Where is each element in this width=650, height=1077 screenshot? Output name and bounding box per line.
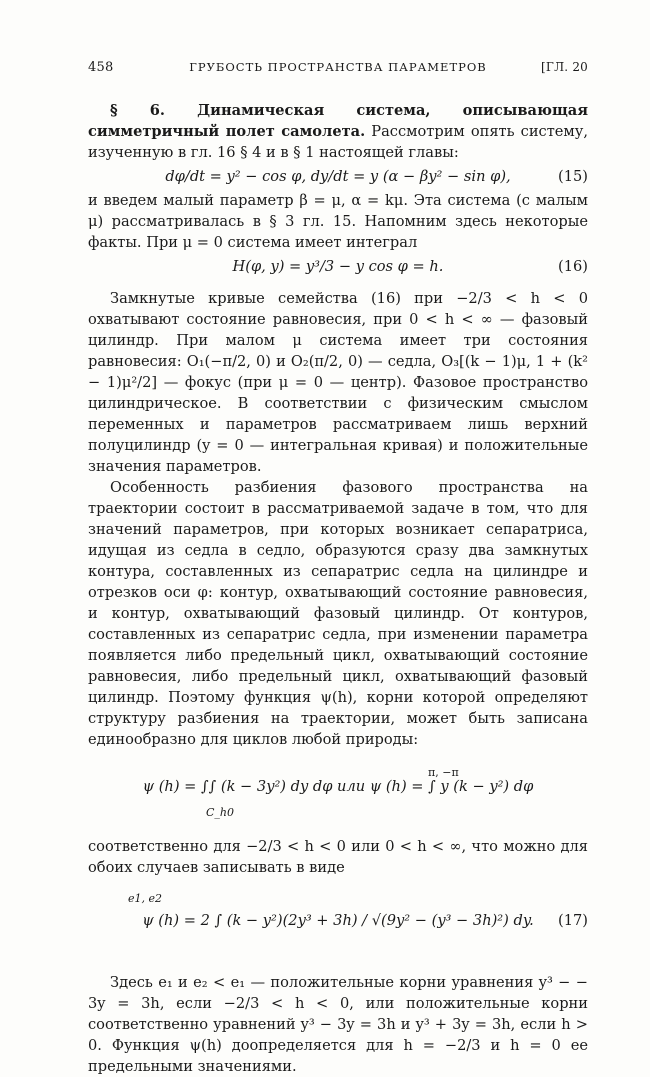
page-body (88, 100, 588, 1077)
running-title: ГРУБОСТЬ ПРОСТРАНСТВА ПАРАМЕТРОВ (189, 60, 487, 74)
equation-16 (88, 256, 588, 277)
chapter-label: [ГЛ. 20 (541, 60, 588, 74)
equation-15-body: dφ/dt = y² − cos φ, dy/dt = y (α − βy² − sin φ), (165, 168, 511, 185)
paragraph-3: Особенность разбиения фазового пространства на траектории состоит в рассматриваемой задаче в том, что для значений параметров, при которых возникает сепаратриса, идущая из седла в седло, образуются сразу два замкнутых контура, составленных из сепаратрис седла на цилиндре и отрезков оси φ: контур, охватывающий состояние равновесия, и контур, охватывающий фазовый цилиндр. От контуров, составленных из сепаратрис седла, при изменении параметра появляется либо предельный цикл, охватывающий состояние равновесия, либо предельный цикл, охватывающий фазовый цилиндр. Поэтому функция ψ(h), корни которой определяют структуру разбиения на траектории, может быть записана единообразно для циклов любой природы: (88, 479, 588, 748)
equation-psi-subscript: C_h0 (206, 806, 234, 819)
equation-17-body: ψ (h) = 2 ∫ (k − y²)(2y³ + 3h) / √(9y² − (y³ − 3h)²) dy. (142, 912, 534, 929)
equation-17 (88, 886, 588, 960)
equation-psi-limits: π, −π (428, 766, 459, 779)
equation-17-number: (17) (558, 912, 588, 929)
equation-psi (88, 764, 588, 824)
paragraph-1: и введем малый параметр β = μ, α = kμ. Эта система (с малым μ) рассматривалась в § 3 гл. 15. Напомним здесь некоторые факты. При μ = 0 система имеет интеграл (88, 192, 588, 251)
paragraph-2: Замкнутые кривые семейства (16) при −2/3 < h < 0 охватывают состояние равновесия, при 0 < h < ∞ — фазовый цилиндр. При малом μ система имеет три состояния равновесия: O₁(−π/2, 0) и O₂(π/2, 0) — седла, O₃[(k − 1)μ, 1 + (k² − 1)μ²/2] — фокус (при μ = 0 — центр). Фазовое пространство цилиндрическое. В соответствии с физическим смыслом переменных и параметров рассматриваем лишь верхний полуцилиндр (y = 0 — интегральная кривая) и положительные значения параметров. (88, 290, 588, 475)
equation-16-number: (16) (558, 258, 588, 275)
equation-15-number: (15) (558, 168, 588, 185)
equation-15 (88, 166, 588, 187)
paragraph-4: соответственно для −2/3 < h < 0 или 0 < h < ∞, что можно для обоих случаев записывать в виде (88, 838, 588, 876)
equation-16-body: H(φ, y) = y³/3 − y cos φ = h. (232, 258, 444, 275)
equation-psi-body: ψ (h) = ∫∫ (k − 3y²) dy dφ или ψ (h) = ∫ y (k − y²) dφ (142, 778, 534, 795)
section-paragraph (88, 100, 588, 163)
paragraph-5: Здесь e₁ и e₂ < e₁ — положительные корни уравнения y³ − − 3y = 3h, если −2/3 < h < 0, или положительные корни соответственно уравнений y³ − 3y = 3h и y³ + 3y = 3h, если h > 0. Функция ψ(h) доопределяется для h = −2/3 и h = 0 ее предельными значениями. (88, 974, 588, 1075)
section-heading: § 6. Динамическая система, описывающая симметричный полет самолета. (88, 102, 588, 140)
page-number: 458 (88, 60, 114, 75)
equation-17-limits: e1, e2 (128, 892, 163, 905)
section-intro: Рассмотрим опять систему, изученную в гл. 16 § 4 и в § 1 настоящей главы: (88, 123, 589, 161)
